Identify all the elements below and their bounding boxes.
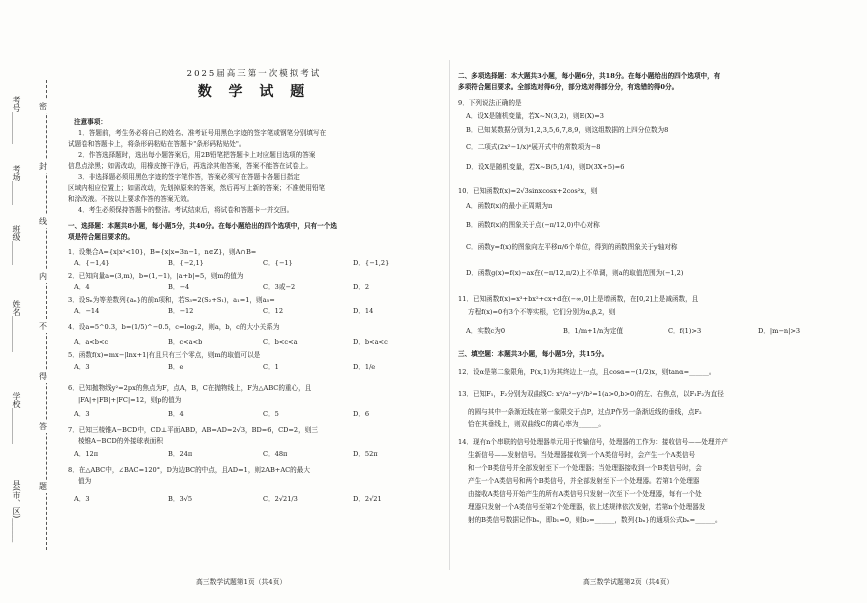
question-8: 8．在△ABC中，∠BAC=120°，D为边BC的中点，且AD=1，则2AB+AC的最大 [68,466,310,474]
q10-option-c: C．函数y=f(x)的图象向左平移π/6个单位，得到的函数图象关于y轴对称 [466,243,678,251]
q8-option-d: D．2√21 [353,495,382,503]
q9-option-a: A．设X是随机变量，若X~N(3,2)，则E(X)=3 [466,112,604,120]
kaohao-label: 考号 [12,96,21,112]
q9-option-c: C．二项式(2x²−1/x)⁶展开式中的常数项为−8 [466,143,601,151]
notice-line: 和涂改液。不按以上要求作答的答案无效。 [68,195,194,203]
question-14-line5: 由接收A类信号开始产生的所有A类信号只发射一次至下一个处理器，每有一个处 [468,490,702,498]
notice-line: 试题卷和答题卡上，将条形码粘贴在答题卡"条形码粘贴处"。 [68,140,246,148]
notice-line: 3．非选择题必须用黑色字迹的签字笔作答，答案必须写在答题卡各题目指定 [78,173,300,181]
q2-option-b: B．−4 [168,283,190,291]
question-4: 4．设a=5^0.3，b=(1/5)^−0.5，c=log₂2，则a，b，c的大小关系为 [68,323,280,331]
notice-line: 2．作答选择题时，选出每小题答案后，用2B铅笔把答题卡上对应题目选项的答案 [78,151,316,159]
q5-option-d: D．1/e [353,363,376,371]
q9-option-b: B．已知某数据分别为1,2,3,5,6,7,8,9，则这组数据的上四分位数为8 [466,126,669,134]
question-11: 11．已知函数f(x)=x³+bx²+cx+d在(−∞,0]上是增函数，在[0,2]上是减函数，且 [458,295,699,303]
q5-option-b: B．e [168,363,184,371]
column-separator [449,60,450,570]
q7-option-b: B．24π [168,450,193,458]
seal-char: 得 [39,372,47,381]
page-footer-1: 高三数学试题第1页（共4页） [196,578,287,586]
question-13-cont2: 恰在其垂线上，则双曲线C的离心率为______。 [468,420,605,428]
question-10: 10．已知函数f(x)=2√3sinxcosx+2cos²x，则 [458,187,598,195]
question-14-line7: 射的B类信号数据记作bₙ，即b₁=0，则b₂=______，数列{bₙ}的通项公式bₙ=______。 [468,516,722,524]
banji-label: 班级 [12,225,21,241]
q7-option-c: C．48π [263,450,288,458]
exam-header: 2025届高三第一次模拟考试 [186,69,322,79]
q3-option-d: D．14 [353,307,374,315]
notice-line: 4．考生必须保持答题卡的整洁。考试结束后，将试卷和答题卡一并交回。 [78,206,294,214]
binding-label-banji: 班级______ [12,225,21,265]
q6-option-a: A．3 [74,410,90,418]
q2-option-d: D．2 [353,283,370,291]
q8-option-b: B．3√5 [168,495,193,503]
q4-option-c: C．b<c<a [263,338,298,346]
left-column [68,0,440,603]
q4-option-b: B．c<a<b [168,338,203,346]
exam-title: 数 学 试 题 [197,84,311,100]
seal-char: 不 [39,322,47,331]
seal-char: 封 [39,162,47,171]
q1-option-d: D．{−1,2} [353,259,390,267]
seal-char: 密 [39,102,47,111]
question-5: 5．函数f(x)=mx−|lnx+1|有且只有三个零点，则m的取值可以是 [68,351,261,359]
section3-heading: 三、填空题：本题共3小题，每小题5分，共15分。 [458,350,609,358]
question-1: 1．设集合A={x|x²<10}，B={x|x=3n−1，n∈Z}，则A∩B= [68,248,257,256]
q5-option-c: C．1 [263,363,279,371]
q11-option-a: A．实数c为0 [466,327,506,335]
binding-label-kaochang: 考场______ [12,165,21,205]
q3-option-b: B．−12 [168,307,194,315]
question-14: 14．现有n个串联的信号处理器单元用于传输信号，处理器的工作为：接收信号——处理并产 [458,438,728,446]
q11-option-d: D．|m−n|>3 [758,327,801,335]
q11-option-b: B．1/m+1/n为定值 [563,327,624,335]
notice-line: 区域内相应位置上；如需改动，先划掉原来的答案，然后再写上新的答案；不准使用铅笔 [68,184,326,192]
q9-option-d: D．设X是随机变量，若X~B(5,1/4)，则D(3X+5)=6 [466,163,625,171]
xian-label: 县(市、区) [12,480,21,519]
question-13-cont: 的圆与其中一条渐近线在第一象限交于点P，过点P作另一条渐近线的垂线，点F₂ [468,408,702,416]
q2-option-a: A．4 [74,283,90,291]
question-7: 7．已知三棱锥A−BCD中，CD⊥平面ABD，AB=AD=2√3，BD=6，CD=2，则三 [68,426,318,434]
q5-option-a: A．3 [74,363,90,371]
question-7-cont: 棱锥A−BCD的外接球表面积 [78,437,163,445]
notice-title: 注意事项： [74,118,107,126]
q4-option-a: A．a<b<c [74,338,109,346]
seal-char: 题 [39,482,47,491]
q7-option-d: D．52π [353,450,378,458]
binding-label-xian: 县(市、区)______ [12,480,21,543]
binding-strip [0,0,60,603]
q10-option-b: B．函数f(x)的图象关于点(−π/12,0)中心对称 [466,221,600,229]
q6-option-c: C．5 [263,410,279,418]
q7-option-a: A．12π [74,450,99,458]
seal-char: 内 [39,272,47,281]
kaochang-label: 考场 [12,165,21,181]
question-14-line3: 和一个B类信号并全部发射至下一个处理器；当处理器接收到一个B类信号时，会 [468,464,702,472]
section2-heading-cont: 多项符合题目要求。全部选对得6分，部分选对得部分分，有选错的得0分。 [458,83,679,91]
section1-heading: 一、选择题：本题共8小题，每小题5分，共40分。在每小题给出的四个选项中，只有一个选 [68,222,337,230]
notice-line: 信息点涂黑；如需改动，用橡皮擦干净后，再选涂其他答案，答案不能答在试卷上。 [68,162,312,170]
question-14-line2: 生新信号——发射信号。当处理器接收到一个A类信号时，会产生一个A类信号 [468,451,696,459]
question-9: 9．下列说法正确的是 [458,99,522,107]
question-2: 2．已知向量a=(3,m)，b=(1,−1)，|a+b|=5，则m的值为 [68,272,244,280]
q8-option-c: C．2√21/3 [263,495,298,503]
q1-option-c: C．{−1} [263,259,293,267]
q3-option-a: A．−14 [74,307,100,315]
binding-label-xingming: 姓名_________ [12,300,21,352]
question-11-cont: 方程f(x)=0有3个不等实根，它们分别为α,β,2，则 [468,308,616,316]
section1-heading-cont: 项是符合题目要求的。 [68,233,134,241]
question-8-cont: 值为 [78,477,92,485]
page-footer-2: 高三数学试题第2页（共4页） [583,578,674,586]
question-14-line6: 理器只发射一个A类信号至第2个处理器，依上述规律依次发射，若第n个处理器发 [468,503,706,511]
xuexiao-label: 学校 [12,392,21,408]
q8-option-a: A．3 [74,495,90,503]
question-14-line4: 产生一个A类信号和两个B类信号，并全部发射至下一个处理器。若第1个处理器 [468,477,700,485]
q10-option-d: D．函数g(x)=f(x)−ax在(−π/12,π/2)上不单调，则a的取值范围为(−1,2) [466,269,684,277]
binding-label-kaohao: 考号________ [12,96,21,144]
section2-heading: 二、多项选择题：本大题共3小题，每小题6分，共18分。在每小题给出的四个选项中，有 [458,72,721,80]
q10-option-a: A．函数f(x)的最小正周期为π [466,202,553,210]
question-3: 3．设Sₙ为等差数列{aₙ}的前n项和，若S₃=2(S₂+S₁)，a₁=1，则a₅= [68,296,275,304]
q4-option-d: D．b<a<c [353,338,388,346]
seal-char: 答 [39,422,47,431]
q2-option-c: C．3或−2 [263,283,296,291]
question-13: 13．已知F₁，F₂分别为双曲线C: x²/a²−y²/b²=1(a>0,b>0)的左、右焦点，以F₁F₂为直径 [458,390,724,398]
question-6: 6．已知抛物线y²=2px的焦点为F，点A，B，C在抛物线上，F为△ABC的重心，且 [68,384,312,392]
q11-option-c: C．f(1)>3 [668,327,702,335]
q1-option-b: B．{−2,1} [168,259,204,267]
q1-option-a: A．{−1,4} [74,259,110,267]
q3-option-c: C．12 [263,307,284,315]
binding-label-xuexiao: 学校_________ [12,392,21,444]
notice-line: 1．答题前，考生务必将自己的姓名、准考证号用黑色字迹的签字笔或钢笔分别填写在 [78,129,327,137]
q6-option-d: D．6 [353,410,370,418]
right-column [458,0,850,603]
question-6-cont: |FA|+|FB|+|FC|=12，则p的值为 [78,396,182,404]
seal-char: 线 [39,217,47,226]
xingming-label: 姓名 [12,300,21,316]
question-12: 12．设α是第二象限角，P(x,1)为其终边上一点，且cosα=−(1/2)x，则tanα=______。 [458,368,716,376]
q6-option-b: B．4 [168,410,184,418]
